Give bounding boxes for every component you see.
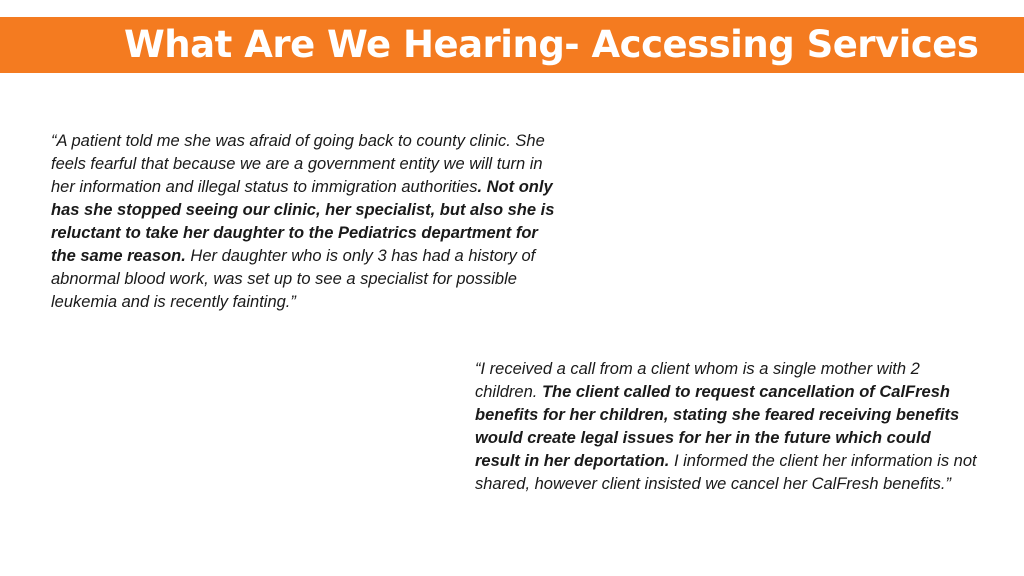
title-bar [0, 17, 1024, 73]
quote-client [475, 358, 980, 496]
quote-patient [51, 130, 556, 314]
slide-title: What Are We Hearing- Accessing Services [124, 23, 979, 66]
quote-patient-outro: Her daughter who is only 3 has had a history of abnormal blood work, was set up to see a specialist for possible leukemia and is recently fainting.” [51, 247, 536, 311]
quote-patient-emphasis: . Not only has she stopped seeing our clinic, her specialist, but also she is reluctant to take her daughter to the Pediatrics department for the same reason. [51, 178, 555, 265]
quote-client-outro: I informed the client her information is not shared, however client insisted we cancel her CalFresh benefits.” [475, 452, 977, 493]
quote-client-emphasis: The client called to request cancellation of CalFresh benefits for her children, stating she feared receiving benefits would create legal issues for her in the future which could result in her deportation. [475, 383, 960, 470]
quote-client-intro: “I received a call from a client whom is a single mother with 2 children. [475, 360, 920, 401]
quote-patient-intro: “A patient told me she was afraid of going back to county clinic. She feels fearful that because we are a government entity we will turn in her information and illegal status to immigration authorities [51, 132, 545, 196]
